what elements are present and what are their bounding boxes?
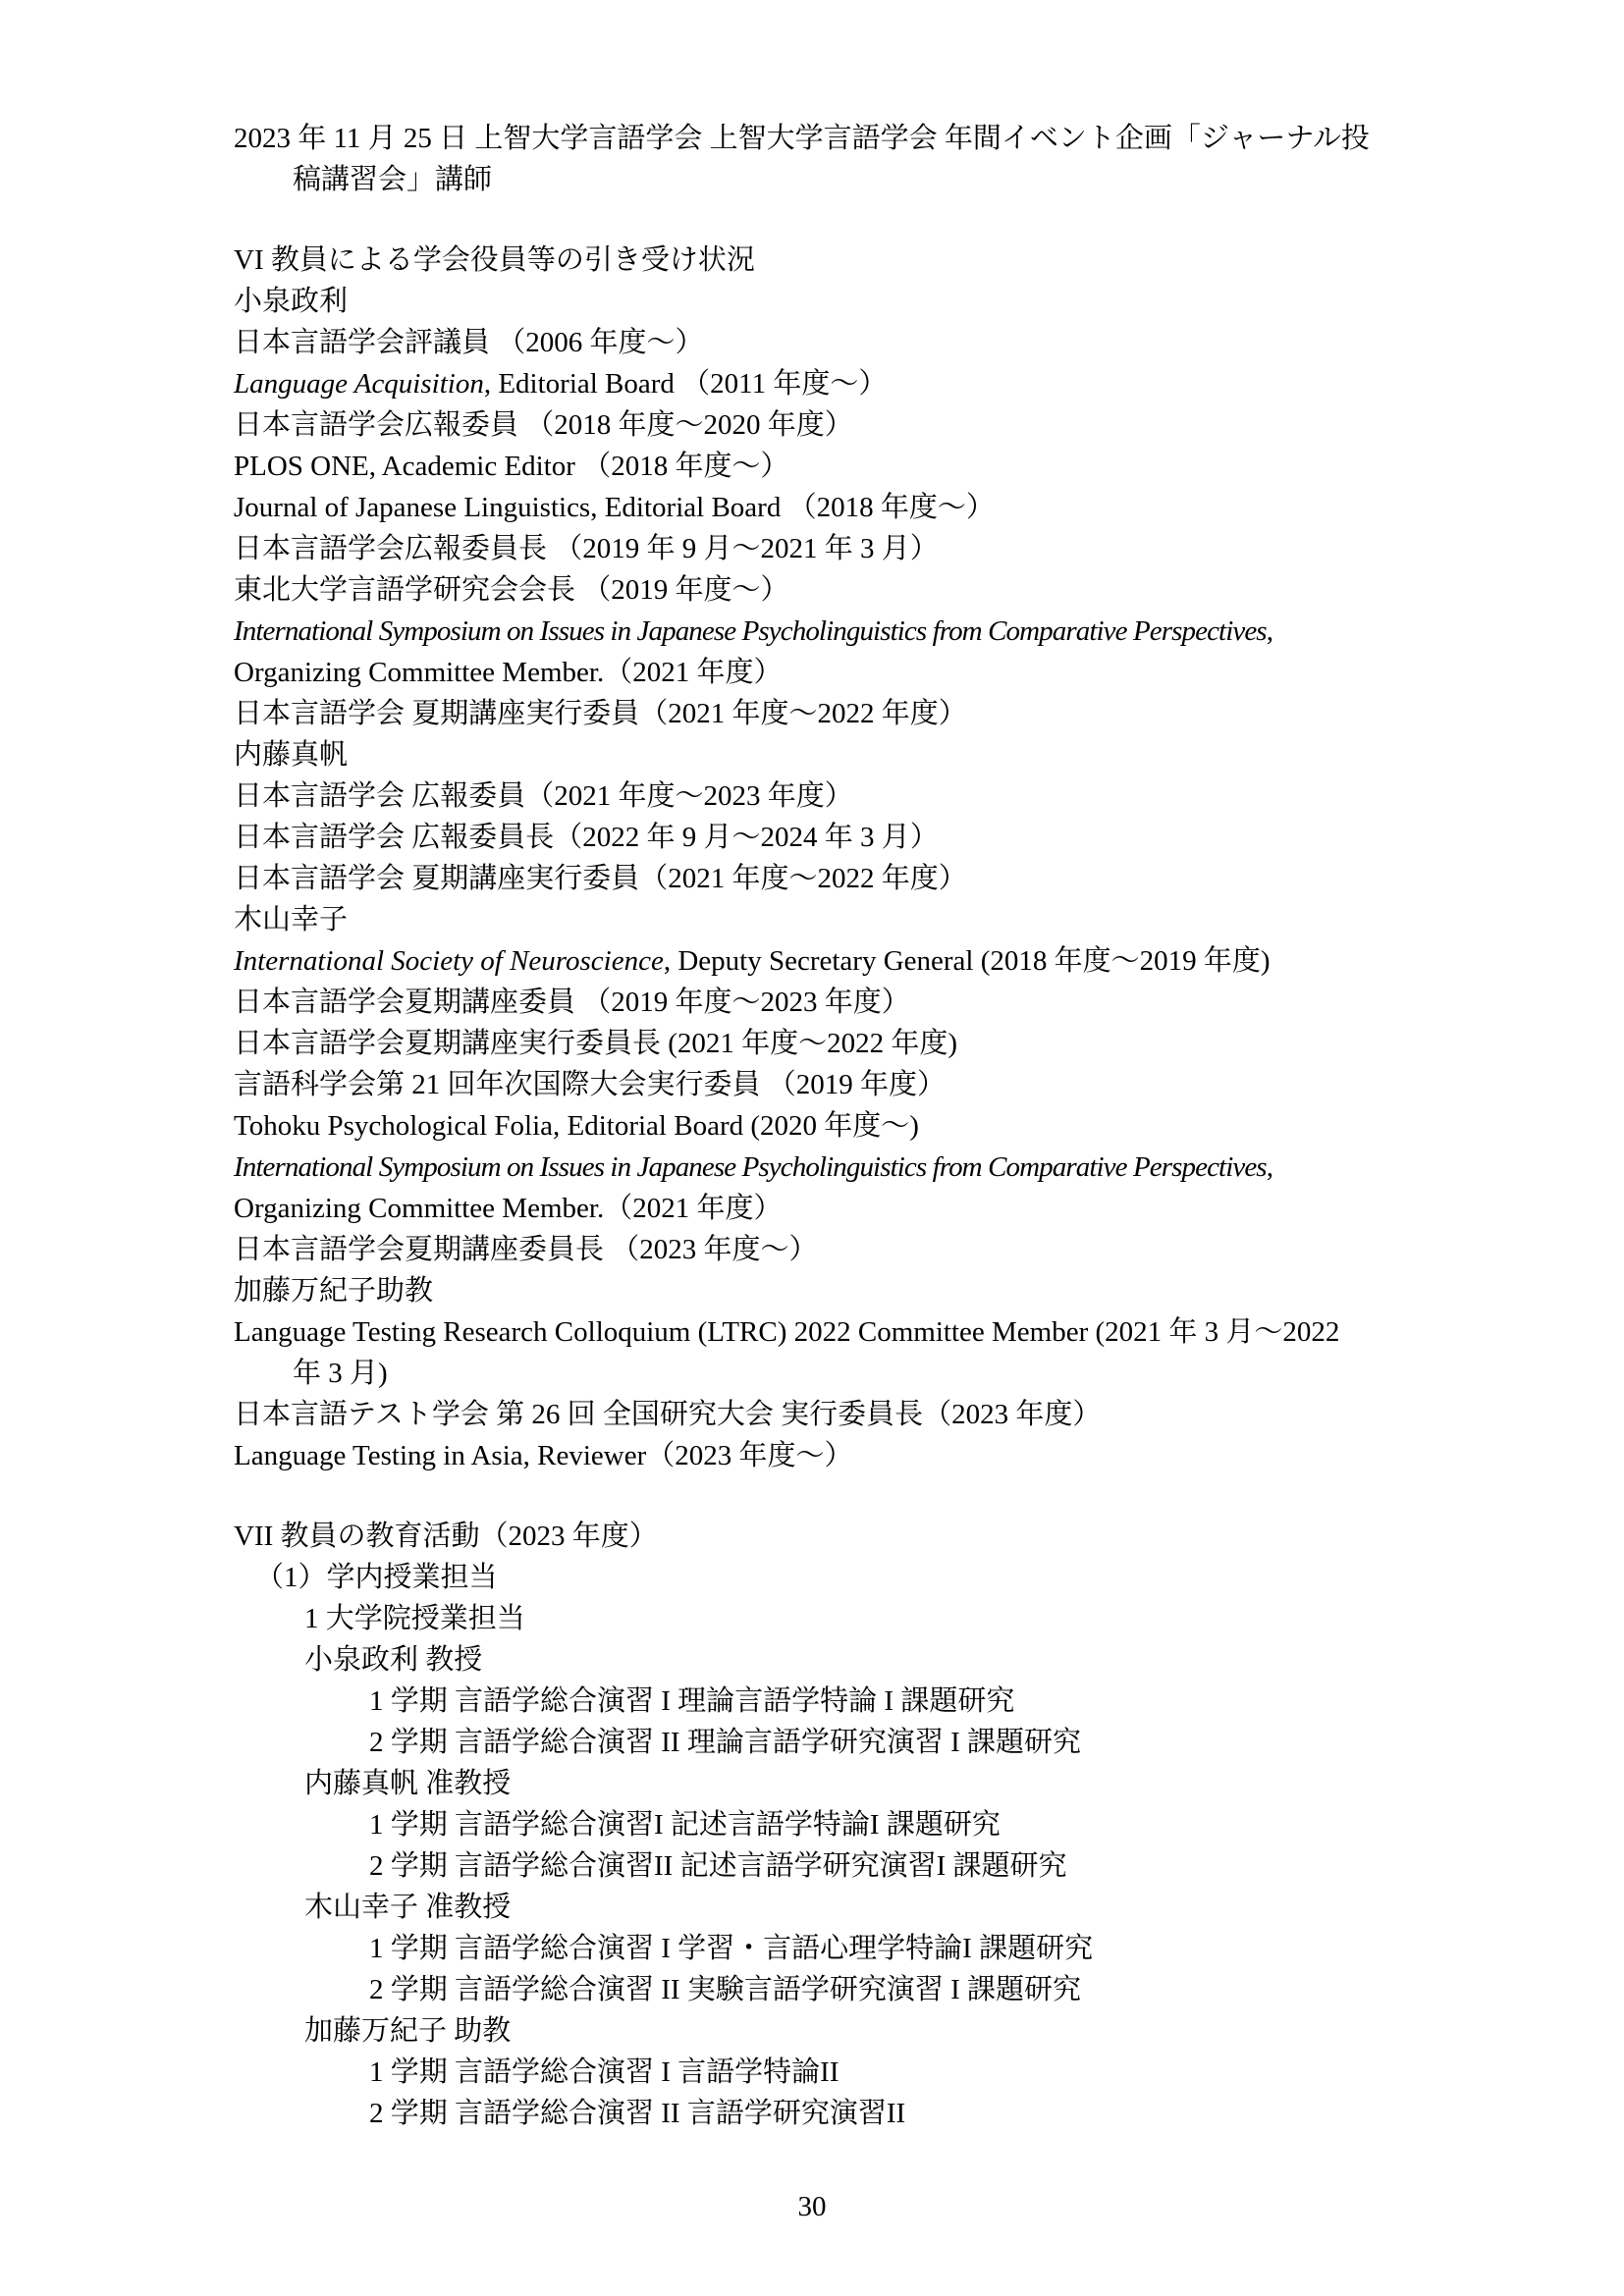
intro-line: 2023 年 11 月 25 日 上智大学言語学会 上智大学言語学会 年間イベント企画「ジャーナル投 (234, 123, 1370, 154)
role-entry: 日本言語学会広報委員長 （2019 年 9 月～2021 年 3 月） (234, 533, 939, 564)
member-name-kiyama: 木山幸子 (234, 904, 349, 935)
role-entry: Organizing Committee Member.（2021 年度） (234, 1193, 783, 1224)
society-title: International Society of Neuroscience (234, 945, 664, 977)
role-detail: , (1266, 615, 1273, 647)
role-entry-continued: 年 3 月) (293, 1358, 388, 1389)
teacher-name: 小泉政利 教授 (304, 1644, 483, 1676)
member-name-kato: 加藤万紀子助教 (234, 1275, 434, 1307)
role-entry (234, 363, 1412, 404)
subsection-heading: 1 大学院授業担当 (304, 1603, 525, 1634)
role-entry: 日本言語学会 夏期講座実行委員（2021 年度～2022 年度） (234, 698, 967, 729)
role-entry: Journal of Japanese Linguistics, Editorial Board （2018 年度～） (234, 492, 995, 523)
role-entry: 日本言語学会夏期講座委員 （2019 年度～2023 年度） (234, 987, 910, 1018)
member-name-naito: 内藤真帆 (234, 739, 349, 771)
symposium-title: International Symposium on Issues in Japanese Psycholinguistics from Comparative Perspectives (234, 615, 1267, 647)
symposium-title: International Symposium on Issues in Japanese Psycholinguistics from Comparative Perspectives (234, 1151, 1267, 1183)
role-entry: 日本言語学会 夏期講座実行委員（2021 年度～2022 年度） (234, 863, 967, 894)
role-entry: 日本言語テスト学会 第 26 回 全国研究大会 実行委員長（2023 年度） (234, 1399, 1102, 1430)
course-term-1: 1 学期 言語学総合演習 I 学習・言語心理学特論I 課題研究 (369, 1933, 1094, 1964)
section-7-heading: VII 教員の教育活動（2023 年度） (234, 1521, 658, 1552)
teacher-name: 加藤万紀子 助教 (304, 2015, 512, 2047)
document-page (234, 118, 1412, 2134)
member-name-koizumi: 小泉政利 (234, 286, 349, 317)
course-term-2: 2 学期 言語学総合演習 II 言語学研究演習II (369, 2098, 906, 2129)
role-entry: 日本言語学会 広報委員長（2022 年 9 月～2024 年 3 月） (234, 822, 939, 853)
teacher-name: 木山幸子 准教授 (304, 1892, 512, 1923)
section-gap (234, 200, 1412, 240)
course-term-2: 2 学期 言語学総合演習 II 理論言語学研究演習 I 課題研究 (369, 1727, 1081, 1758)
role-entry: 日本言語学会広報委員 （2018 年度～2020 年度） (234, 409, 853, 441)
role-entry: 日本言語学会夏期講座実行委員長 (2021 年度～2022 年度) (234, 1028, 958, 1059)
role-entry: Organizing Committee Member.（2021 年度） (234, 657, 783, 688)
role-entry: 日本言語学会評議員 （2006 年度～） (234, 327, 704, 358)
teacher-name: 内藤真帆 准教授 (304, 1768, 512, 1799)
course-term-2: 2 学期 言語学総合演習II 記述言語学研究演習I 課題研究 (369, 1850, 1067, 1882)
subsection-heading: （1）学内授業担当 (255, 1562, 498, 1593)
role-entry (234, 611, 1412, 652)
section-gap (234, 1476, 1412, 1516)
role-entry: Language Testing in Asia, Reviewer（2023 年度～） (234, 1440, 853, 1471)
course-term-1: 1 学期 言語学総合演習I 記述言語学特論I 課題研究 (369, 1809, 1001, 1841)
role-entry: 言語科学会第 21 回年次国際大会実行委員 （2019 年度） (234, 1069, 947, 1100)
role-entry: 日本言語学会夏期講座委員長 （2023 年度～） (234, 1234, 818, 1265)
journal-title: Language Acquisition (234, 368, 484, 400)
role-detail: , Deputy Secretary General (2018 年度～2019 年度) (663, 945, 1271, 977)
role-detail: , Editorial Board （2011 年度～） (483, 368, 888, 400)
course-term-2: 2 学期 言語学総合演習 II 実験言語学研究演習 I 課題研究 (369, 1974, 1081, 2005)
role-entry (234, 940, 1412, 982)
intro-line-continued: 稿講習会」講師 (293, 164, 493, 195)
page-number: 30 (797, 2191, 827, 2222)
section-6-heading: VI 教員による学会役員等の引き受け状況 (234, 244, 755, 276)
role-entry: 東北大学言語学研究会会長 （2019 年度～） (234, 574, 789, 606)
role-entry (234, 1147, 1412, 1188)
role-entry: PLOS ONE, Academic Editor （2018 年度～） (234, 451, 789, 482)
course-term-1: 1 学期 言語学総合演習 I 理論言語学特論 I 課題研究 (369, 1685, 1015, 1717)
role-entry: Language Testing Research Colloquium (LTRC) 2022 Committee Member (2021 年 3 月～2022 (234, 1316, 1340, 1348)
role-detail: , (1266, 1151, 1273, 1183)
role-entry: 日本言語学会 広報委員（2021 年度～2023 年度） (234, 780, 853, 812)
role-entry: Tohoku Psychological Folia, Editorial Board (2020 年度～) (234, 1110, 919, 1142)
course-term-1: 1 学期 言語学総合演習 I 言語学特論II (369, 2056, 839, 2088)
